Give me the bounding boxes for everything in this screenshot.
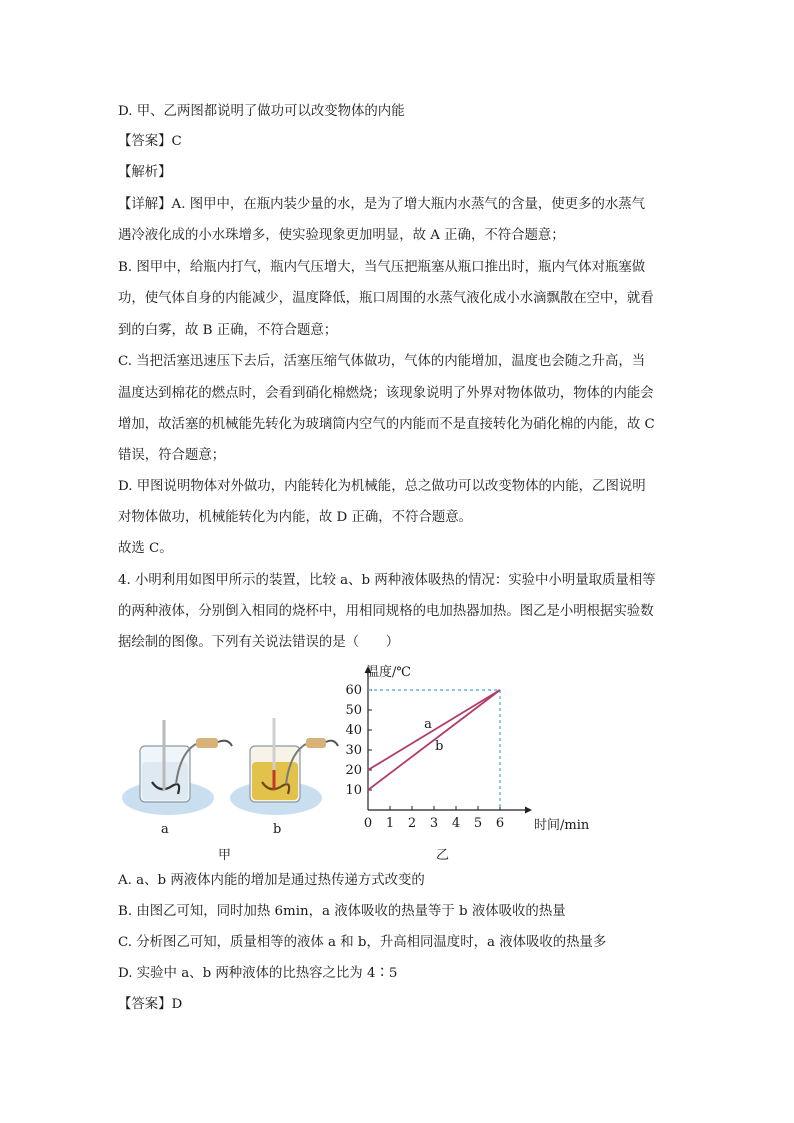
- x-tick-label: 0: [363, 816, 373, 831]
- option-a: A. a、b 两液体内能的增加是通过热传递方式改变的: [118, 873, 425, 888]
- question-4-text: 4. 小明利用如图甲所示的装置，比较 a、b 两种液体吸热的情况：实验中小明量取质量相等: [118, 573, 656, 588]
- explanation-line: 【详解】A. 图甲中，在瓶内装少量的水，是为了增大瓶内水蒸气的含量，使更多的水蒸气: [118, 197, 646, 212]
- question-4-figure: [110, 658, 590, 864]
- question-4-text: 据绘制的图像。下列有关说法错误的是（ ）: [118, 635, 400, 650]
- x-tick-label: 6: [495, 816, 505, 831]
- explanation-line: B. 图甲中，给瓶内打气，瓶内气压增大，当气压把瓶塞从瓶口推出时，瓶内气体对瓶塞做: [118, 260, 646, 275]
- explanation-line: C. 当把活塞迅速压下去后，活塞压缩气体做功，气体的内能增加，温度也会随之升高，当: [118, 354, 646, 369]
- temperature-time-chart: [340, 658, 590, 864]
- x-tick-label: 2: [407, 816, 417, 831]
- x-tick-label: 1: [385, 816, 395, 831]
- conclusion-line: 故选 C。: [118, 541, 173, 556]
- question-4-text: 的两种液体，分别倒入相同的烧杯中，用相同规格的电加热器加热。图乙是小明根据实验数: [118, 604, 654, 619]
- y-axis-label: 温度/℃: [366, 665, 411, 680]
- y-tick-label: 20: [345, 763, 362, 778]
- series-line-a: [368, 690, 500, 770]
- x-tick-label: 3: [429, 816, 439, 831]
- beaker-a-label: a: [161, 822, 169, 837]
- x-tick-label: 5: [473, 816, 483, 831]
- explanation-line: 对物体做功，机械能转化为内能，故 D 正确，不符合题意。: [118, 510, 473, 525]
- y-tick-label: 30: [345, 743, 362, 758]
- y-tick-label: 60: [345, 683, 362, 698]
- explanation-line: 温度达到棉花的燃点时，会看到硝化棉燃烧；该现象说明了外界对物体做功，物体的内能会: [118, 386, 654, 401]
- figure-caption-right: 乙: [436, 848, 450, 863]
- answer-label: 【答案】D: [118, 997, 183, 1012]
- explanation-line: D. 甲图说明物体对外做功，内能转化为机械能，总之做功可以改变物体的内能，乙图说明: [118, 479, 646, 494]
- x-tick-label: 4: [451, 816, 461, 831]
- heating-apparatus-illustration: [110, 658, 340, 864]
- beaker-b-label: b: [273, 822, 282, 837]
- explanation-line: 到的白雾，故 B 正确，不符合题意；: [118, 323, 338, 338]
- answer-previous: 【答案】C: [118, 134, 182, 149]
- option-c: C. 分析图乙可知，质量相等的液体 a 和 b，升高相同温度时，a 液体吸收的热量多: [118, 935, 607, 950]
- explanation-line: 功，使气体自身的内能减少，温度降低，瓶口周围的水蒸气液化成小水滴飘散在空中，就看: [118, 291, 654, 306]
- explanation-line: 遇冷液化成的小水珠增多，使实验现象更加明显，故 A 正确，不符合题意；: [118, 228, 565, 243]
- explanation-line: 错误，符合题意；: [118, 448, 226, 463]
- series-label-a: a: [424, 717, 432, 732]
- analysis-heading: 【解析】: [118, 165, 172, 180]
- explanation-line: 增加，故活塞的机械能先转化为玻璃筒内空气的内能而不是直接转化为硝化棉的内能，故 C: [118, 417, 655, 432]
- y-tick-label: 50: [345, 703, 362, 718]
- series-label-b: b: [435, 739, 444, 754]
- x-axis-arrow: [525, 807, 532, 814]
- series-line-b: [368, 690, 500, 790]
- option-b: B. 由图乙可知，同时加热 6min，a 液体吸收的热量等于 b 液体吸收的热量: [118, 904, 566, 919]
- y-tick-label: 40: [345, 723, 362, 738]
- y-tick-label: 10: [345, 783, 362, 798]
- option-d: D. 实验中 a、b 两种液体的比热容之比为 4∶5: [118, 966, 398, 981]
- x-axis-label: 时间/min: [534, 818, 590, 833]
- figure-caption-left: 甲: [218, 848, 232, 863]
- option-d-previous: D. 甲、乙两图都说明了做功可以改变物体的内能: [118, 104, 405, 119]
